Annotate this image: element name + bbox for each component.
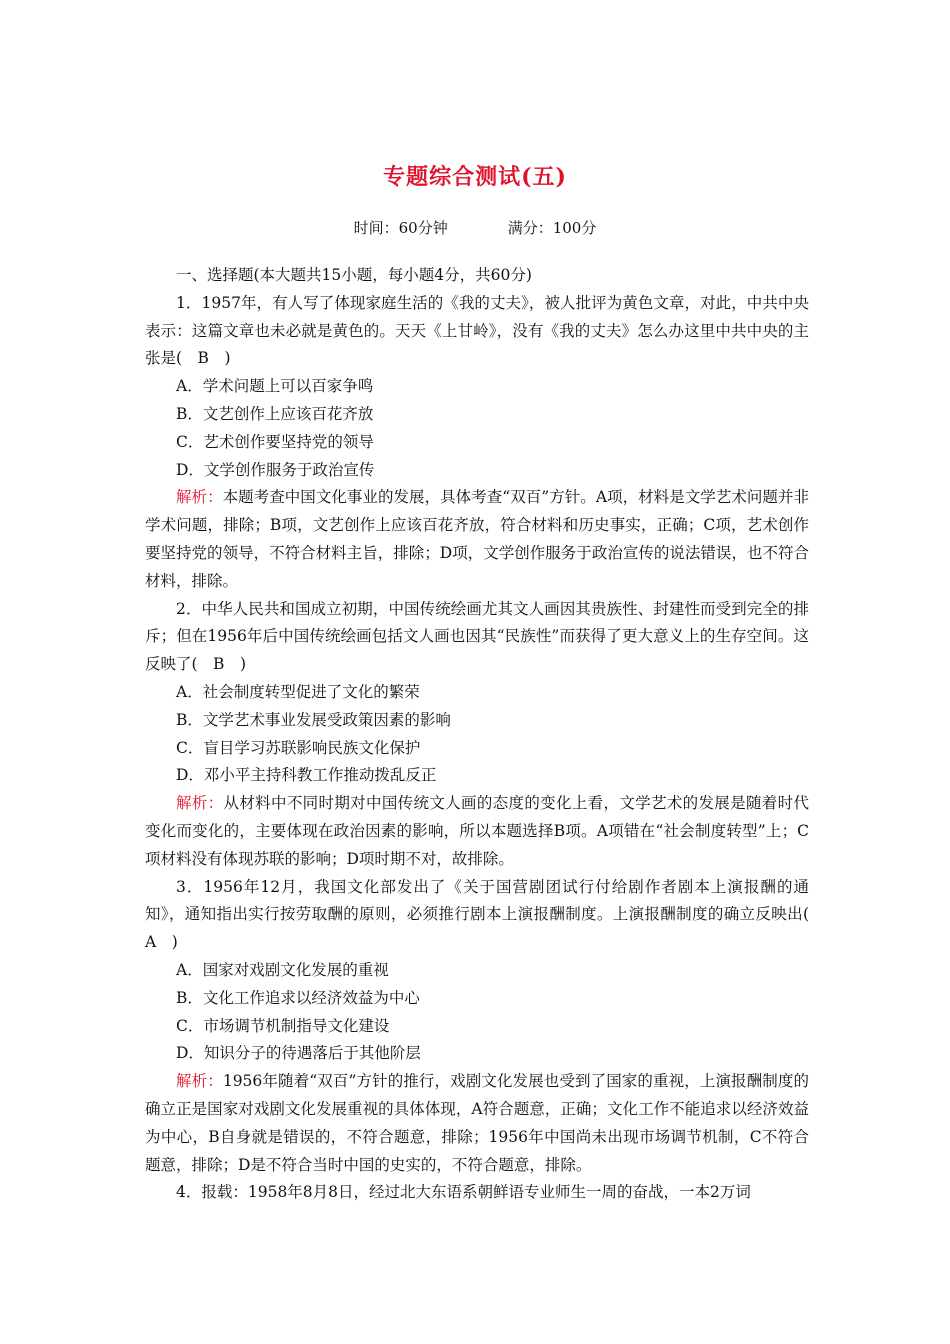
explanation-label: 解析： (176, 488, 223, 507)
question-4-stem: 4．报载：1958年8月8日，经过北大东语系朝鲜语专业师生一周的奋战，一本2万词 (176, 1183, 751, 1202)
section-heading: 一、选择题(本大题共15小题，每小题4分，共60分) (176, 266, 532, 284)
question-2-stem: 2．中华人民共和国成立初期，中国传统绘画尤其文人画因其贵族性、封建性而受到完全的排斥；但在1956年后中国传统绘画包括文人画也因其“民族性”而获得了更大意义上的生存空间。这反映了( B ) (145, 599, 809, 674)
question-3-option-a: A．国家对戏剧文化发展的重视 (176, 960, 389, 979)
question-2-option-b: B．文学艺术事业发展受政策因素的影响 (176, 710, 451, 729)
question-1-option-d: D．文学创作服务于政治宣传 (176, 460, 375, 479)
question-3-option-d: D．知识分子的待遇落后于其他阶层 (176, 1044, 421, 1063)
time-limit: 时间：60分钟 (353, 219, 448, 237)
question-2-option-a: A．社会制度转型促进了文化的繁荣 (176, 682, 420, 701)
question-3-explanation (145, 1068, 809, 1179)
question-2-option-d: D．邓小平主持科教工作推动拨乱反正 (176, 766, 437, 785)
question-1-option-a: A．学术问题上可以百家争鸣 (176, 377, 374, 396)
explanation-text: 从材料中不同时期对中国传统文人画的态度的变化上看，文学艺术的发展是随着时代变化而变化的，主要体现在政治因素的影响，所以本题选择B项。A项错在“社会制度转型”上；C项材料没有体现苏联的影响；D项时期不对，故排除。 (145, 794, 809, 868)
question-2-explanation (145, 790, 809, 873)
exam-meta (0, 217, 950, 238)
question-3-option-b: B．文化工作追求以经济效益为中心 (176, 988, 420, 1007)
question-1-stem: 1．1957年，有人写了体现家庭生活的《我的丈夫》，被人批评为黄色文章，对此，中共中央表示：这篇文章也未必就是黄色的。天天《上甘岭》，没有《我的丈夫》怎么办这里中共中央的主张是( B ) (145, 293, 809, 368)
question-1-explanation (145, 484, 809, 595)
question-body (145, 262, 825, 1207)
question-3-stem: 3．1956年12月，我国文化部发出了《关于国营剧团试行付给剧作者剧本上演报酬的通知》，通知指出实行按劳取酬的原则，必须推行剧本上演报酬制度。上演报酬制度的确立反映出( A ) (145, 877, 825, 952)
explanation-label: 解析： (176, 794, 224, 813)
explanation-text: 1956年随着“双百”方针的推行，戏剧文化发展也受到了国家的重视，上演报酬制度的确立正是国家对戏剧文化发展重视的具体体现，A符合题意，正确；文化工作不能追求以经济效益为中心，B自身就是错误的，不符合题意，排除；1956年中国尚未出现市场调节机制，C不符合题意，排除；D是不符合当时中国的史实的，不符合题意，排除。 (145, 1072, 809, 1174)
page-title: 专题综合测试(五) (383, 164, 567, 190)
question-3-option-c: C．市场调节机制指导文化建设 (176, 1016, 390, 1035)
full-score: 满分：100分 (507, 219, 597, 237)
question-2-option-c: C．盲目学习苏联影响民族文化保护 (176, 738, 421, 757)
question-1-option-b: B．文艺创作上应该百花齐放 (176, 404, 374, 423)
question-1-option-c: C．艺术创作要坚持党的领导 (176, 432, 374, 451)
explanation-text: 本题考查中国文化事业的发展，具体考查“双百”方针。A项，材料是文学艺术问题并非学术问题，排除；B项，文艺创作上应该百花齐放，符合材料和历史事实，正确；C项，艺术创作要坚持党的领导，不符合材料主旨，排除；D项，文学创作服务于政治宣传的说法错误，也不符合材料，排除。 (145, 488, 809, 590)
explanation-label: 解析： (176, 1072, 223, 1091)
